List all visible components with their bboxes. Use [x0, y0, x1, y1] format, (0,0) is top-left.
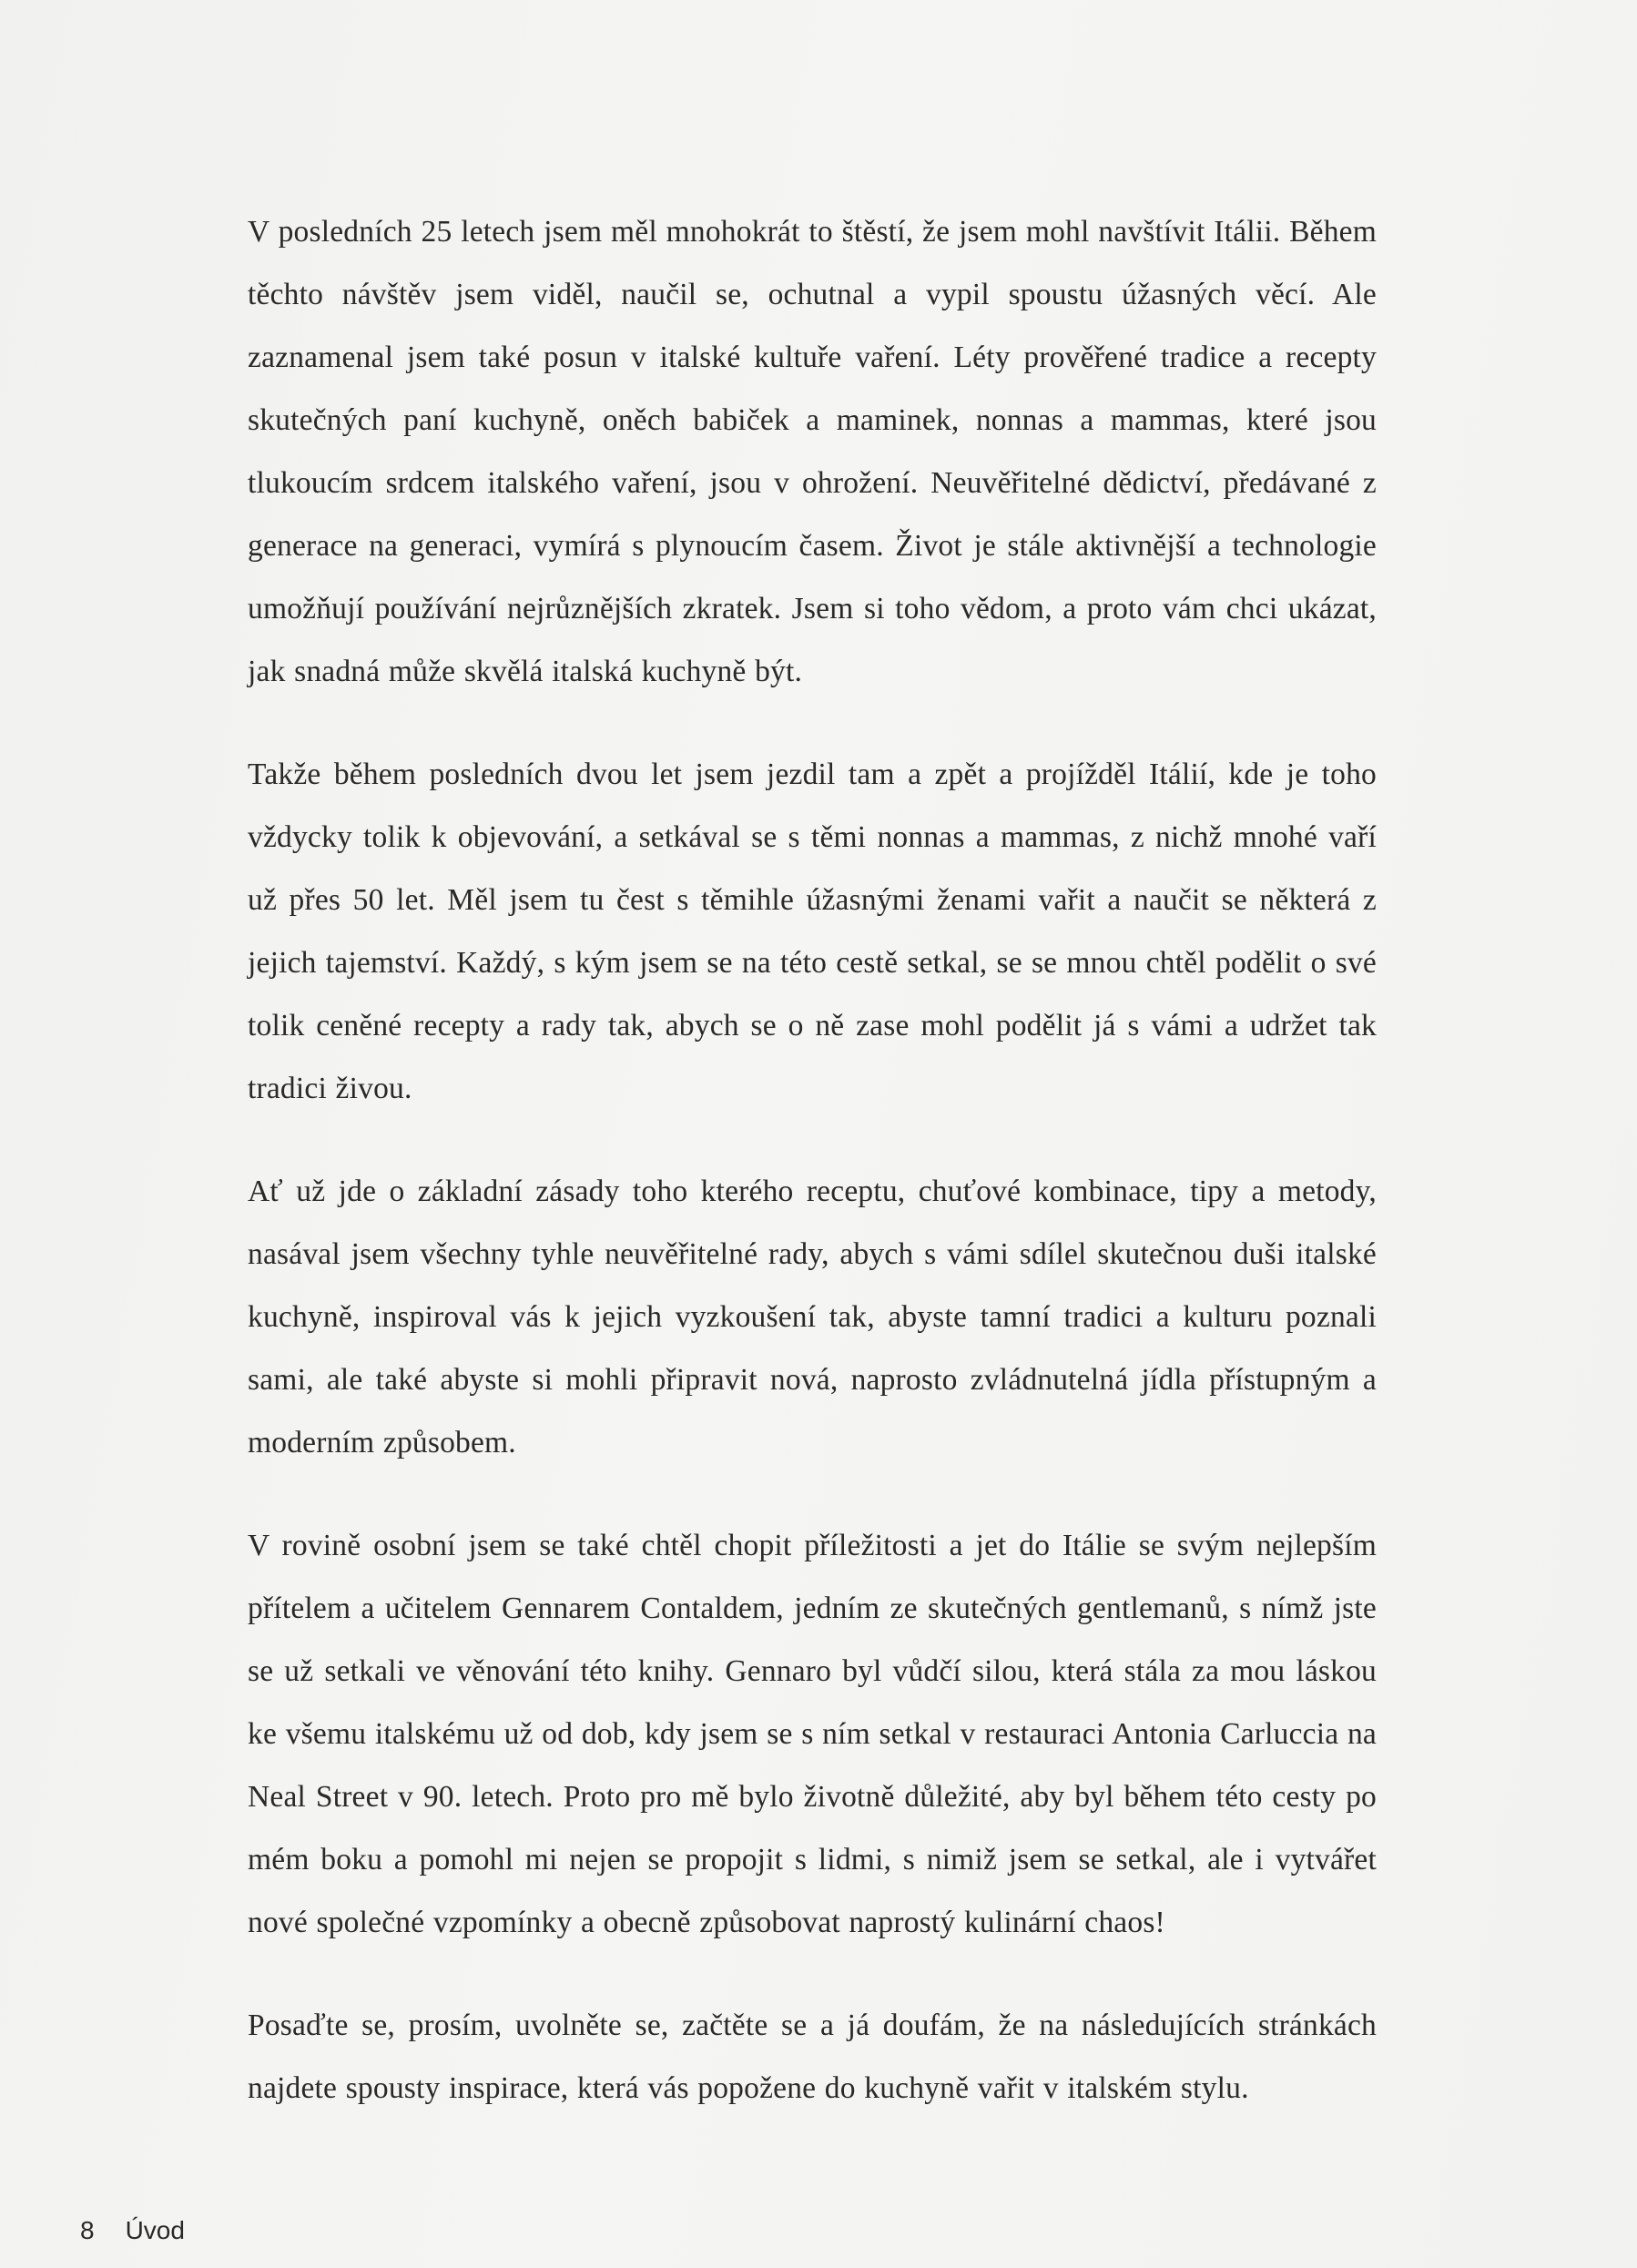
page-number: 8 [80, 2216, 95, 2244]
paragraph-5: Posaďte se, prosím, uvolněte se, začtěte se a já doufám, že na následujících stránkách najdete spousty inspirace, která vás popožene do kuchyně vařit v italském stylu. [248, 2009, 1377, 2105]
section-title: Úvod [125, 2216, 185, 2244]
paragraph-3: Ať už jde o základní zásady toho kterého receptu, chuťové kombinace, tipy a metody, nasával jsem všechny tyhle neuvěřitelné rady, abych s vámi sdílel skutečnou duši italské kuchyně, inspiroval vás k jejich vyzkoušení tak, abyste tamní tradici a kulturu poznali sami, ale také abyste si mohli připravit nová, naprosto zvládnutelná jídla přístupným a moderním způsobem. [248, 1175, 1377, 1459]
paragraph-2: Takže během posledních dvou let jsem jezdil tam a zpět a projížděl Itálií, kde je toho vždycky tolik k objevování, a setkával se s těmi nonnas a mammas, z nichž mnohé vaří už přes 50 let. Měl jsem tu čest s těmihle úžasnými ženami vařit a naučit se některá z jejich tajemství. Každý, s kým jsem se na této cestě setkal, se se mnou chtěl podělit o své tolik ceněné recepty a rady tak, abych se o ně zase mohl podělit já s vámi a udržet tak tradici živou. [248, 758, 1377, 1105]
paragraph-4: V rovině osobní jsem se také chtěl chopit příležitosti a jet do Itálie se svým nejlepším přítelem a učitelem Gennarem Contaldem, jedním ze skutečných gentlemanů, s nímž jste se už setkali ve věnování této knihy. Gennaro byl vůdčí silou, která stála za mou láskou ke všemu italskému už od dob, kdy jsem se s ním setkal v restauraci Antonia Carluccia na Neal Street v 90. letech. Proto pro mě bylo životně důležité, aby byl během této cesty po mém boku a pomohl mi nejen se propojit s lidmi, s nimiž jsem se setkal, ale i vytvářet nové společné vzpomínky a obecně způsobovat naprostý kulinární chaos! [248, 1529, 1377, 1939]
page-footer [80, 2216, 185, 2245]
paragraph-1: V posledních 25 letech jsem měl mnohokrát to štěstí, že jsem mohl navštívit Itálii. Během těchto návštěv jsem viděl, naučil se, ochutnal a vypil spoustu úžasných věcí. Ale zaznamenal jsem také posun v italské kultuře vaření. Léty prověřené tradice a recepty skutečných paní kuchyně, oněch babiček a maminek, nonnas a mammas, které jsou tlukoucím srdcem italského vaření, jsou v ohrožení. Neuvěřitelné dědictví, předávané z generace na generaci, vymírá s plynoucím časem. Život je stále aktivnější a technologie umožňují používání nejrůznějších zkratek. Jsem si toho vědom, a proto vám chci ukázat, jak snadná může skvělá italská kuchyně být. [248, 215, 1377, 688]
body-text [248, 200, 1377, 2120]
